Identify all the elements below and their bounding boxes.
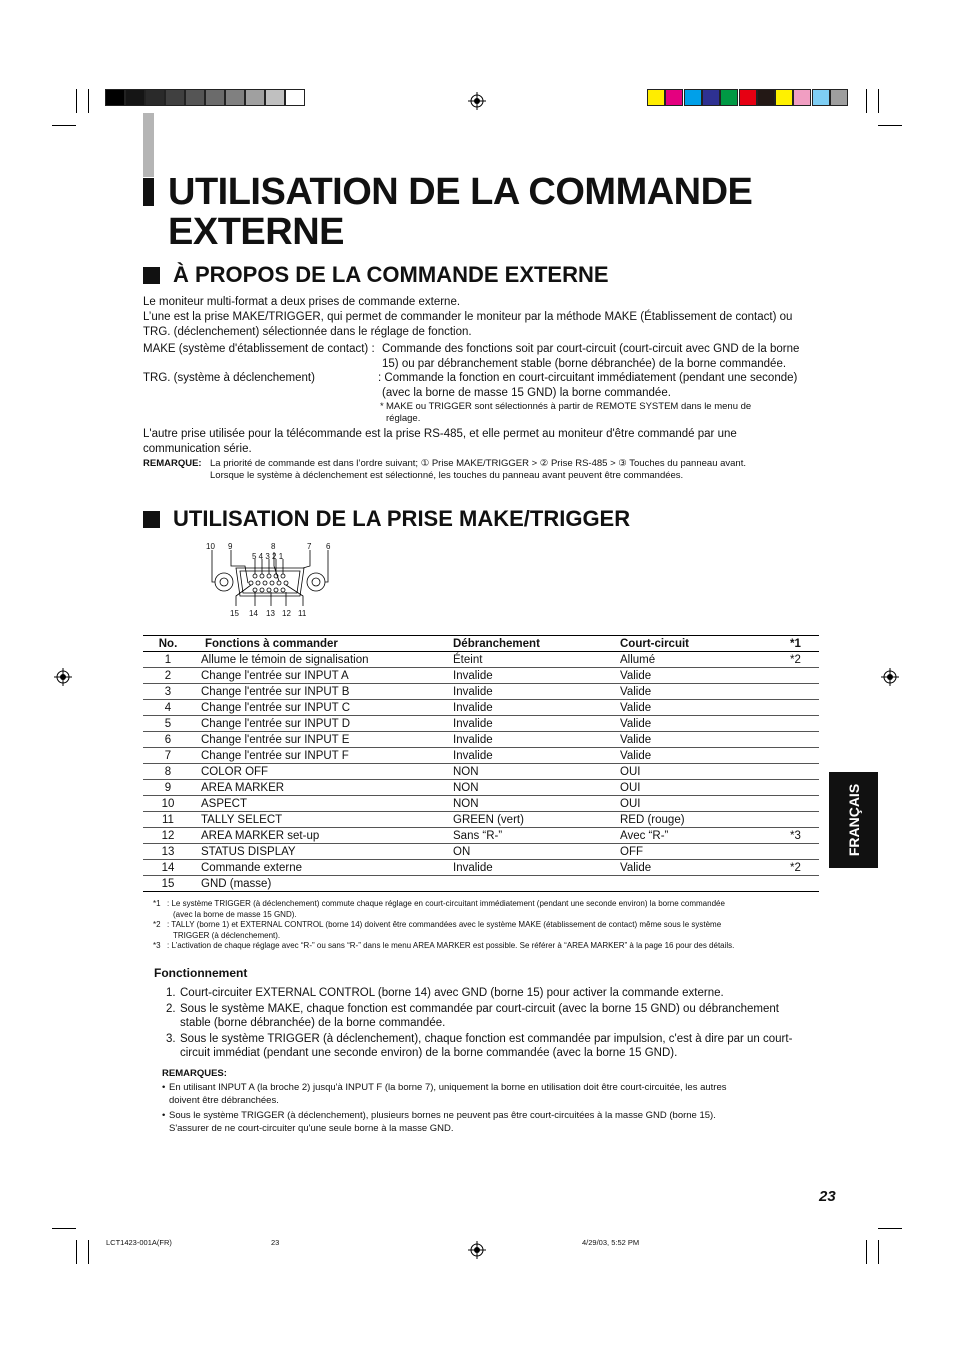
table-cell: NON (449, 780, 616, 796)
footnote-line: : L’activation de chaque réglage avec “R-” ou sans “R-” dans le menu AREA MARKER est possible. Se référer à “AREA MARKER” à la page 16 pour des détails. (167, 941, 735, 950)
table-header-row (143, 636, 819, 652)
gray-swatch (105, 89, 125, 106)
connector-diagram (200, 538, 350, 622)
rs485-paragraph (143, 427, 823, 457)
table-cell: Invalide (449, 700, 616, 716)
table-cell: RED (rouge) (616, 812, 776, 828)
pin-label: 15 (230, 609, 239, 618)
section-heading: À PROPOS DE LA COMMANDE EXTERNE (173, 262, 609, 287)
table-cell (776, 716, 819, 732)
footnote-line: : Le système TRIGGER (à déclenchement) commute chaque réglage en court-circuitant immédiatement (pendant une seconde environ) la borne commandée (167, 899, 725, 908)
table-cell: Valide (616, 748, 776, 764)
table-cell: Invalide (449, 860, 616, 876)
table-cell: Invalide (449, 668, 616, 684)
table-cell (776, 844, 819, 860)
table-cell: Change l'entrée sur INPUT B (193, 684, 449, 700)
table-cell (616, 876, 776, 892)
crop-mark (866, 1240, 867, 1264)
remark-line: doivent être débranchées. (169, 1094, 279, 1106)
table-cell: 11 (143, 812, 193, 828)
table-cell: Invalide (449, 716, 616, 732)
table-body (143, 652, 819, 892)
table-cell: 5 (143, 716, 193, 732)
table-cell: 1 (143, 652, 193, 668)
table-cell: *3 (776, 828, 819, 844)
bullet-icon: • (162, 1082, 166, 1093)
table-cell: 4 (143, 700, 193, 716)
step-line: Sous le système TRIGGER (à déclenchement), chaque fonction est commandée par impulsion, c'est à dire par un court- (180, 1033, 793, 1045)
table-cell (776, 668, 819, 684)
color-swatch (793, 89, 811, 106)
table-row (143, 828, 819, 844)
table-cell: Avec “R-” (616, 828, 776, 844)
table-cell: 3 (143, 684, 193, 700)
table-cell (776, 748, 819, 764)
trg-desc-line: (avec la borne de masse 15 GND) la borne commandée. (382, 387, 671, 399)
table-cell: AREA MARKER (193, 780, 449, 796)
remarques-title: REMARQUES: (162, 1068, 227, 1079)
gray-swatch (285, 89, 305, 106)
intro-line: TRG. (déclenchement) sélectionnée dans le réglage de fonction. (143, 326, 472, 338)
table-cell: Sans “R-” (449, 828, 616, 844)
table-cell: NON (449, 796, 616, 812)
remark-label: REMARQUE: (143, 458, 202, 469)
rs485-line: L'autre prise utilisée pour la télécommande est la prise RS-485, et elle permet au moniteur d'être commandé par une (143, 428, 737, 440)
table-cell: ON (449, 844, 616, 860)
pin-label: 6 (326, 542, 331, 551)
table-row (143, 860, 819, 876)
remark-line: Lorsque le système à déclenchement est sélectionné, les touches du panneau avant peuvent être commandées. (210, 470, 684, 481)
trg-label: TRG. (système à déclenchement) (143, 372, 315, 384)
footnote-line: : TALLY (borne 1) et EXTERNAL CONTROL (borne 14) doivent être commandées avec le système MAKE (établissement de contact) même sous le système (167, 920, 722, 929)
table-cell: Allumé (616, 652, 776, 668)
step-number: 1. (166, 987, 176, 999)
note-line: MAKE ou TRIGGER sont sélectionnés à partir de REMOTE SYSTEM dans le menu de (386, 401, 752, 412)
page-title (168, 172, 752, 252)
table-cell (776, 732, 819, 748)
remarques-list (162, 1082, 822, 1138)
table-row (143, 716, 819, 732)
system-note (386, 401, 806, 425)
gray-swatch (245, 89, 265, 106)
table-footnotes (153, 899, 825, 952)
table-cell: NON (449, 764, 616, 780)
make-desc-line: 15) ou par débranchement stable (borne débranchée) de la borne commandée. (382, 358, 787, 370)
footer-doc-code: LCT1423-001A(FR) (106, 1238, 172, 1247)
language-tab-label: FRANÇAIS (845, 783, 862, 857)
crop-mark (88, 89, 89, 113)
footnote-1 (153, 899, 825, 920)
gray-swatch (225, 89, 245, 106)
gray-swatch (185, 89, 205, 106)
table-cell: STATUS DISPLAY (193, 844, 449, 860)
page-number: 23 (819, 1188, 836, 1205)
remark-item (162, 1082, 822, 1107)
crop-mark (878, 125, 902, 126)
table-cell (776, 684, 819, 700)
table-cell: Commande externe (193, 860, 449, 876)
table-cell (776, 796, 819, 812)
footer-page: 23 (271, 1238, 280, 1247)
remark-text (210, 458, 820, 482)
db15-connector-icon (200, 538, 350, 622)
make-description (382, 342, 822, 372)
remark-item (162, 1110, 822, 1135)
section-heading: UTILISATION DE LA PRISE MAKE/TRIGGER (173, 506, 631, 531)
table-row (143, 844, 819, 860)
step-line: stable (borne débranchée) de la borne commandée. (180, 1017, 446, 1029)
gray-swatch (165, 89, 185, 106)
remark-line: En utilisant INPUT A (la broche 2) jusqu'à INPUT F (la borne 7), uniquement la borne en utilisation doit être court-circuitée, les autres (169, 1082, 727, 1093)
step-item (166, 1032, 826, 1060)
step-item (166, 1002, 826, 1030)
color-swatch (720, 89, 738, 106)
note-star: * (380, 401, 384, 412)
title-side-bar (143, 113, 154, 177)
table-row (143, 812, 819, 828)
table-cell: 10 (143, 796, 193, 812)
table-row (143, 780, 819, 796)
table-cell: GREEN (vert) (449, 812, 616, 828)
page-title-line1: UTILISATION DE LA COMMANDE (168, 171, 753, 213)
footnote-mark: *3 (153, 941, 161, 950)
table-cell: Valide (616, 716, 776, 732)
table-cell: COLOR OFF (193, 764, 449, 780)
table-row (143, 764, 819, 780)
table-cell: OUI (616, 796, 776, 812)
color-swatch (665, 89, 683, 106)
color-swatch (647, 89, 665, 106)
table-cell (776, 764, 819, 780)
crop-mark (878, 89, 879, 113)
color-swatch (684, 89, 702, 106)
intro-line: L’une est la prise MAKE/TRIGGER, qui permet de commander le moniteur par la méthode MAKE (Établissement de contact) ou (143, 311, 793, 323)
language-tab (829, 772, 878, 868)
crop-mark (52, 1228, 76, 1229)
remark-line: S'assurer de ne court-circuiter qu'une seule borne à la masse GND. (169, 1122, 454, 1134)
table-cell: Valide (616, 700, 776, 716)
make-desc-line: Commande des fonctions soit par court-circuit (court-circuit avec GND de la borne (382, 343, 800, 355)
table-row (143, 668, 819, 684)
table-cell: Invalide (449, 732, 616, 748)
table-row (143, 732, 819, 748)
table-cell: Change l'entrée sur INPUT D (193, 716, 449, 732)
pin-label: 10 (206, 542, 215, 551)
step-line: circuit immédiat (pendant une seconde environ) de la borne commandée (avec la borne 15 GND). (180, 1047, 678, 1059)
pin-label: 5 4 3 2 1 (252, 552, 284, 561)
table-cell: GND (masse) (193, 876, 449, 892)
footnote-3 (153, 941, 825, 952)
step-number: 2. (166, 1003, 176, 1015)
section-bullet-icon (143, 511, 160, 528)
table-cell: OUI (616, 780, 776, 796)
table-cell: Valide (616, 668, 776, 684)
table-cell (776, 812, 819, 828)
crop-mark (52, 125, 76, 126)
footnote-line: (avec la borne de masse 15 GND). (173, 909, 297, 919)
intro-line: Le moniteur multi-format a deux prises de commande externe. (143, 296, 461, 308)
column-header: Fonctions à commander (193, 636, 449, 652)
table-cell: Invalide (449, 748, 616, 764)
table-cell: OUI (616, 764, 776, 780)
title-marker (143, 178, 154, 206)
pin-label: 11 (298, 609, 307, 618)
table-cell: 15 (143, 876, 193, 892)
pin-label: 8 (271, 542, 276, 551)
column-header: No. (143, 636, 193, 652)
trg-desc-line: : Commande la fonction en court-circuitant immédiatement (pendant une seconde) (378, 372, 798, 384)
table-cell: AREA MARKER set-up (193, 828, 449, 844)
footer-timestamp: 4/29/03, 5:52 PM (582, 1238, 640, 1247)
table-cell: 7 (143, 748, 193, 764)
table-cell: 2 (143, 668, 193, 684)
table-row (143, 684, 819, 700)
column-header: Débranchement (449, 636, 616, 652)
crop-mark (76, 89, 77, 113)
table-cell: *2 (776, 860, 819, 876)
table-cell: ASPECT (193, 796, 449, 812)
crop-mark (878, 1228, 902, 1229)
step-number: 3. (166, 1033, 176, 1045)
table-cell: 9 (143, 780, 193, 796)
table-cell: *2 (776, 652, 819, 668)
table-cell: OFF (616, 844, 776, 860)
step-line: Court-circuiter EXTERNAL CONTROL (borne 14) avec GND (borne 15) pour activer la commande externe. (180, 987, 724, 999)
table-cell: 6 (143, 732, 193, 748)
crop-mark (88, 1240, 89, 1264)
table-row (143, 876, 819, 892)
table-cell (449, 876, 616, 892)
note-line: réglage. (386, 413, 421, 424)
table-cell: TALLY SELECT (193, 812, 449, 828)
functions-table (143, 635, 819, 892)
table-row (143, 796, 819, 812)
steps-list (166, 986, 826, 1062)
registration-mark-icon (881, 668, 899, 686)
table-cell (776, 876, 819, 892)
table-cell: Éteint (449, 652, 616, 668)
table-row (143, 748, 819, 764)
color-swatch (775, 89, 793, 106)
color-swatch (830, 89, 848, 106)
crop-mark (866, 89, 867, 113)
pin-label: 13 (266, 609, 275, 618)
table-cell: Change l'entrée sur INPUT E (193, 732, 449, 748)
registration-mark-icon (468, 1241, 486, 1259)
table-row (143, 652, 819, 668)
step-line: Sous le système MAKE, chaque fonction est commandée par court-circuit (avec la borne 15 GND) ou débranchement (180, 1003, 779, 1015)
table-cell: Change l'entrée sur INPUT C (193, 700, 449, 716)
table-cell: 8 (143, 764, 193, 780)
bullet-icon: • (162, 1110, 166, 1121)
table-cell: Allume le témoin de signalisation (193, 652, 449, 668)
color-swatch (757, 89, 775, 106)
intro-paragraph (143, 295, 823, 340)
color-swatch (739, 89, 757, 106)
rs485-line: communication série. (143, 443, 252, 455)
crop-mark (76, 1240, 77, 1264)
table-cell: Change l'entrée sur INPUT F (193, 748, 449, 764)
table-cell: 14 (143, 860, 193, 876)
table-cell (776, 700, 819, 716)
table-cell: Valide (616, 732, 776, 748)
trg-description (378, 371, 818, 401)
gray-swatch (125, 89, 145, 106)
footnote-2 (153, 920, 825, 941)
page-title-line2: EXTERNE (168, 211, 344, 253)
table-cell: 13 (143, 844, 193, 860)
column-header: *1 (776, 636, 819, 652)
table-cell (776, 780, 819, 796)
column-header: Court-circuit (616, 636, 776, 652)
registration-mark-icon (468, 92, 486, 110)
gray-swatch (265, 89, 285, 106)
step-item (166, 986, 826, 1000)
make-label: MAKE (système d'établissement de contact) : (143, 343, 375, 355)
remark-line: La priorité de commande est dans l’ordre suivant; ① Prise MAKE/TRIGGER > ② Prise RS-485 > ③ Touches du panneau avant. (210, 458, 746, 469)
table-cell: Valide (616, 684, 776, 700)
crop-mark (878, 1240, 879, 1264)
table-cell: Valide (616, 860, 776, 876)
footnote-line: TRIGGER (à déclenchement). (173, 930, 281, 940)
table-cell: Invalide (449, 684, 616, 700)
pin-label: 7 (307, 542, 312, 551)
color-swatch (812, 89, 830, 106)
remark-line: Sous le système TRIGGER (à déclenchement), plusieurs bornes ne peuvent pas être court-circuitées à la masse GND (borne 15). (169, 1110, 716, 1121)
gray-swatch (145, 89, 165, 106)
table-row (143, 700, 819, 716)
registration-mark-icon (54, 668, 72, 686)
pin-label: 14 (249, 609, 258, 618)
section-bullet-icon (143, 267, 160, 284)
gray-swatch (205, 89, 225, 106)
table-cell: Change l'entrée sur INPUT A (193, 668, 449, 684)
footnote-mark: *2 (153, 920, 161, 929)
pin-label: 9 (228, 542, 233, 551)
fonctionnement-title: Fonctionnement (154, 966, 248, 980)
footnote-mark: *1 (153, 899, 161, 908)
pin-label: 12 (282, 609, 291, 618)
table-cell: 12 (143, 828, 193, 844)
color-swatch (702, 89, 720, 106)
